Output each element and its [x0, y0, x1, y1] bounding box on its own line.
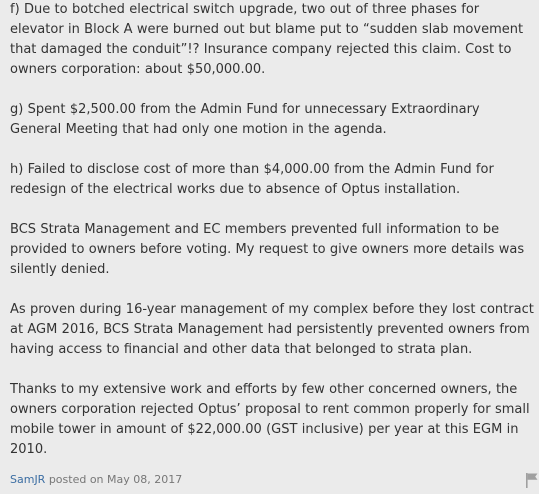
- author-link[interactable]: SamJR: [10, 473, 46, 486]
- comment-paragraph-g: g) Spent $2,500.00 from the Admin Fund for unnecessary Extraordinary General Meeting that had only one motion in the agenda.: [10, 102, 480, 137]
- comment-paragraph-f: f) Due to botched electrical switch upgrade, two out of three phases for elevator in Block A were burned out but blame put to “sudden slab movement that damaged the conduit”!? Insurance company rejected this claim. Cost to owners corporation: about $50,000.00.: [10, 2, 524, 77]
- post-date: May 08, 2017: [107, 473, 183, 486]
- comment-paragraph-thanks: Thanks to my extensive work and efforts by few other concerned owners, the owners corporation rejected Optus’ proposal to rent common properly for small mobile tower in amount of $22,000.00 (GST inclusive) per year at this EGM in 2010.: [10, 382, 530, 457]
- flag-icon[interactable]: [525, 472, 539, 488]
- post-meta: [10, 472, 182, 488]
- comment-body: [10, 0, 535, 480]
- comment-paragraph-h: h) Failed to disclose cost of more than $4,000.00 from the Admin Fund for redesign of the electrical works due to absence of Optus installation.: [10, 162, 494, 197]
- posted-on-label: posted on: [48, 473, 104, 486]
- comment-paragraph-proven: As proven during 16-year management of my complex before they lost contract at AGM 2016, BCS Strata Management had persistently prevented owners from having access to financial and other data that belonged to strata plan.: [10, 302, 534, 357]
- comment-paragraph-bcs: BCS Strata Management and EC members prevented full information to be provided to owners before voting. My request to give owners more details was silently denied.: [10, 222, 525, 277]
